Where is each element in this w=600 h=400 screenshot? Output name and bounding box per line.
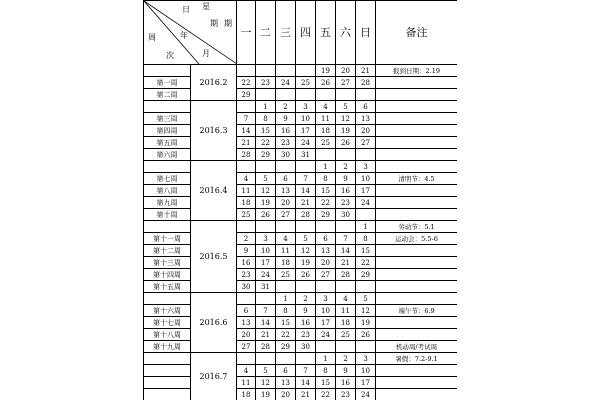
date-cell xyxy=(237,293,256,305)
weekday-sat: 六 xyxy=(336,1,356,65)
week-label xyxy=(144,293,191,305)
week-label: 第五周 xyxy=(144,137,191,149)
week-label: 第十一周 xyxy=(144,233,191,245)
date-cell: 1 xyxy=(276,293,296,305)
date-cell: 17 xyxy=(316,317,336,329)
date-cell: 6 xyxy=(356,101,376,113)
week-label xyxy=(144,365,191,377)
date-cell: 19 xyxy=(256,197,276,209)
date-cell: 4 xyxy=(237,173,256,185)
date-cell: 18 xyxy=(316,125,336,137)
date-cell: 30 xyxy=(296,341,316,353)
date-cell: 22 xyxy=(316,197,336,209)
date-cell: 3 xyxy=(296,101,316,113)
week-label: 第十周 xyxy=(144,209,191,221)
date-cell: 24 xyxy=(356,389,376,400)
date-cell: 29 xyxy=(276,341,296,353)
date-cell: 11 xyxy=(336,305,356,317)
date-cell xyxy=(276,89,296,101)
date-cell xyxy=(356,281,376,293)
date-cell: 8 xyxy=(316,173,336,185)
note-cell xyxy=(376,77,458,89)
date-cell: 19 xyxy=(336,125,356,137)
date-cell: 6 xyxy=(237,305,256,317)
note-cell xyxy=(376,245,458,257)
date-cell xyxy=(237,65,256,77)
date-cell xyxy=(296,65,316,77)
table-row xyxy=(144,293,458,305)
date-cell: 13 xyxy=(237,317,256,329)
date-cell: 21 xyxy=(296,389,316,400)
week-label xyxy=(144,377,191,389)
date-cell: 20 xyxy=(336,65,356,77)
date-cell: 8 xyxy=(356,233,376,245)
weekday-fri: 五 xyxy=(316,1,336,65)
date-cell: 5 xyxy=(296,233,316,245)
week-label: 第十七周 xyxy=(144,317,191,329)
diagonal-lines xyxy=(144,1,237,64)
header-row xyxy=(144,1,458,65)
corner-label-qi-1: 期 xyxy=(210,19,218,28)
date-cell: 25 xyxy=(336,329,356,341)
date-cell: 10 xyxy=(296,113,316,125)
date-cell: 24 xyxy=(256,269,276,281)
date-cell: 16 xyxy=(336,377,356,389)
note-cell xyxy=(376,89,458,101)
date-cell: 1 xyxy=(316,161,336,173)
corner-label-nian: 年 xyxy=(180,31,188,40)
date-cell: 3 xyxy=(256,233,276,245)
date-cell: 10 xyxy=(356,173,376,185)
week-label xyxy=(144,65,191,77)
date-cell: 12 xyxy=(336,113,356,125)
week-label: 第一周 xyxy=(144,77,191,89)
date-cell: 18 xyxy=(336,317,356,329)
date-cell: 2 xyxy=(276,101,296,113)
corner-label-xing: 星 xyxy=(202,2,210,11)
date-cell: 27 xyxy=(336,77,356,89)
date-cell: 26 xyxy=(356,329,376,341)
date-cell: 4 xyxy=(237,365,256,377)
date-cell: 13 xyxy=(356,113,376,125)
date-cell: 11 xyxy=(316,113,336,125)
date-cell: 27 xyxy=(276,209,296,221)
date-cell: 23 xyxy=(336,389,356,400)
week-label: 第九周 xyxy=(144,197,191,209)
week-label: 第三周 xyxy=(144,113,191,125)
note-cell xyxy=(376,197,458,209)
date-cell: 25 xyxy=(237,209,256,221)
date-cell: 6 xyxy=(276,173,296,185)
date-cell xyxy=(296,281,316,293)
date-cell: 17 xyxy=(256,257,276,269)
date-cell: 7 xyxy=(336,233,356,245)
date-cell: 28 xyxy=(336,269,356,281)
date-cell: 15 xyxy=(316,185,336,197)
date-cell: 30 xyxy=(276,149,296,161)
week-label: 第十六周 xyxy=(144,305,191,317)
date-cell: 17 xyxy=(356,377,376,389)
table-row xyxy=(144,65,458,77)
note-cell xyxy=(376,329,458,341)
date-cell xyxy=(316,89,336,101)
date-cell: 12 xyxy=(256,185,276,197)
date-cell: 1 xyxy=(356,221,376,233)
date-cell: 2 xyxy=(296,293,316,305)
date-cell: 7 xyxy=(296,365,316,377)
date-cell: 17 xyxy=(296,125,316,137)
date-cell: 2 xyxy=(336,161,356,173)
date-cell: 23 xyxy=(256,77,276,89)
date-cell xyxy=(296,161,316,173)
date-cell: 11 xyxy=(237,377,256,389)
date-cell xyxy=(336,221,356,233)
weekday-mon: 一 xyxy=(237,1,256,65)
date-cell: 25 xyxy=(276,269,296,281)
date-cell xyxy=(296,353,316,365)
date-cell: 22 xyxy=(356,257,376,269)
date-cell: 9 xyxy=(336,173,356,185)
weekday-thu: 四 xyxy=(296,1,316,65)
note-cell xyxy=(376,185,458,197)
date-cell: 7 xyxy=(256,305,276,317)
notes-header: 备注 xyxy=(376,1,458,65)
date-cell: 1 xyxy=(316,353,336,365)
week-label: 第十九周 xyxy=(144,341,191,353)
date-cell: 2 xyxy=(336,353,356,365)
date-cell xyxy=(336,149,356,161)
date-cell: 21 xyxy=(356,65,376,77)
date-cell: 4 xyxy=(336,293,356,305)
date-cell: 14 xyxy=(296,377,316,389)
date-cell: 5 xyxy=(356,293,376,305)
note-cell: 劳动节：5.1 xyxy=(376,221,458,233)
date-cell xyxy=(316,149,336,161)
date-cell: 23 xyxy=(237,269,256,281)
date-cell: 14 xyxy=(237,125,256,137)
date-cell: 18 xyxy=(237,197,256,209)
date-cell xyxy=(296,89,316,101)
note-cell xyxy=(376,377,458,389)
date-cell xyxy=(356,341,376,353)
date-cell: 29 xyxy=(256,149,276,161)
week-label: 第八周 xyxy=(144,185,191,197)
note-cell xyxy=(376,293,458,305)
date-cell xyxy=(356,209,376,221)
date-cell: 9 xyxy=(296,305,316,317)
date-cell: 22 xyxy=(237,77,256,89)
date-cell: 6 xyxy=(316,233,336,245)
week-label: 第四周 xyxy=(144,125,191,137)
date-cell: 13 xyxy=(276,185,296,197)
week-label xyxy=(144,389,191,400)
date-cell: 19 xyxy=(316,65,336,77)
date-cell xyxy=(336,341,356,353)
date-cell: 11 xyxy=(237,185,256,197)
date-cell xyxy=(256,293,276,305)
date-cell: 26 xyxy=(336,137,356,149)
date-cell: 17 xyxy=(356,185,376,197)
corner-label-day: 日 xyxy=(182,5,190,14)
date-cell: 25 xyxy=(296,77,316,89)
date-cell xyxy=(256,353,276,365)
date-cell xyxy=(237,353,256,365)
date-cell: 27 xyxy=(356,137,376,149)
table-row xyxy=(144,353,458,365)
month-label: 2016.7 xyxy=(191,353,237,400)
week-label xyxy=(144,353,191,365)
date-cell: 27 xyxy=(316,269,336,281)
note-cell xyxy=(376,257,458,269)
date-cell: 22 xyxy=(316,389,336,400)
note-cell xyxy=(376,125,458,137)
date-cell: 5 xyxy=(256,365,276,377)
date-cell xyxy=(237,221,256,233)
date-cell xyxy=(316,221,336,233)
date-cell: 28 xyxy=(256,341,276,353)
table-row xyxy=(144,221,458,233)
date-cell: 19 xyxy=(296,257,316,269)
date-cell: 15 xyxy=(356,245,376,257)
date-cell: 28 xyxy=(237,149,256,161)
date-cell: 24 xyxy=(296,137,316,149)
date-cell: 25 xyxy=(316,137,336,149)
date-cell: 11 xyxy=(276,245,296,257)
week-label: 第十三周 xyxy=(144,257,191,269)
date-cell: 8 xyxy=(276,305,296,317)
date-cell: 24 xyxy=(356,197,376,209)
date-cell: 3 xyxy=(356,161,376,173)
note-cell xyxy=(376,269,458,281)
date-cell: 29 xyxy=(356,269,376,281)
date-cell: 24 xyxy=(316,329,336,341)
date-cell: 14 xyxy=(336,245,356,257)
date-cell: 3 xyxy=(356,353,376,365)
month-label: 2016.3 xyxy=(191,101,237,161)
date-cell: 20 xyxy=(356,125,376,137)
month-label: 2016.4 xyxy=(191,161,237,221)
date-cell: 20 xyxy=(276,197,296,209)
date-cell: 29 xyxy=(316,209,336,221)
date-cell xyxy=(316,281,336,293)
date-cell: 9 xyxy=(237,245,256,257)
month-label: 2016.5 xyxy=(191,221,237,293)
date-cell: 18 xyxy=(237,389,256,400)
date-cell xyxy=(316,341,336,353)
date-cell: 31 xyxy=(296,149,316,161)
date-cell: 4 xyxy=(276,233,296,245)
date-cell: 16 xyxy=(276,125,296,137)
corner-label-ci: 次 xyxy=(166,51,174,60)
corner-label-yue: 月 xyxy=(202,49,210,58)
note-cell: 报到日期：2.19 xyxy=(376,65,458,77)
note-cell: 机动周/考试周 xyxy=(376,341,458,353)
date-cell: 19 xyxy=(256,389,276,400)
date-cell: 9 xyxy=(336,365,356,377)
date-cell: 10 xyxy=(316,305,336,317)
corner-label-zhou: 周 xyxy=(148,33,156,42)
date-cell: 8 xyxy=(316,365,336,377)
date-cell xyxy=(336,89,356,101)
date-cell: 18 xyxy=(276,257,296,269)
note-cell: 暑假：7.2-9.1 xyxy=(376,353,458,365)
date-cell: 12 xyxy=(296,245,316,257)
date-cell xyxy=(256,65,276,77)
date-cell: 23 xyxy=(276,137,296,149)
week-label: 第十二周 xyxy=(144,245,191,257)
date-cell: 16 xyxy=(336,185,356,197)
note-cell xyxy=(376,281,458,293)
calendar-body xyxy=(144,65,458,400)
date-cell: 21 xyxy=(237,137,256,149)
date-cell xyxy=(256,221,276,233)
week-label xyxy=(144,161,191,173)
date-cell: 20 xyxy=(316,257,336,269)
date-cell: 16 xyxy=(237,257,256,269)
date-cell xyxy=(256,161,276,173)
date-cell: 9 xyxy=(276,113,296,125)
week-label: 第二周 xyxy=(144,89,191,101)
month-label: 2016.6 xyxy=(191,293,237,353)
date-cell: 23 xyxy=(336,197,356,209)
note-cell xyxy=(376,317,458,329)
table-row xyxy=(144,161,458,173)
date-cell: 1 xyxy=(256,101,276,113)
week-label: 第七周 xyxy=(144,173,191,185)
date-cell xyxy=(276,281,296,293)
date-cell: 13 xyxy=(316,245,336,257)
week-label xyxy=(144,221,191,233)
school-calendar-table xyxy=(143,0,457,400)
date-cell: 4 xyxy=(316,101,336,113)
table-row xyxy=(144,101,458,113)
date-cell: 30 xyxy=(237,281,256,293)
note-cell xyxy=(376,365,458,377)
weekday-sun: 日 xyxy=(356,1,376,65)
note-cell: 运动会：5.5-6 xyxy=(376,233,458,245)
note-cell xyxy=(376,161,458,173)
date-cell: 23 xyxy=(296,329,316,341)
corner-label-qi-2: 期 xyxy=(224,19,232,28)
date-cell xyxy=(276,353,296,365)
date-cell: 28 xyxy=(296,209,316,221)
date-cell: 10 xyxy=(356,365,376,377)
date-cell: 7 xyxy=(237,113,256,125)
date-cell: 3 xyxy=(316,293,336,305)
date-cell xyxy=(276,65,296,77)
date-cell: 28 xyxy=(356,77,376,89)
week-label: 第十八周 xyxy=(144,329,191,341)
date-cell: 20 xyxy=(237,329,256,341)
date-cell xyxy=(356,89,376,101)
date-cell: 26 xyxy=(296,269,316,281)
date-cell: 21 xyxy=(336,257,356,269)
diagonal-header-cell xyxy=(144,1,237,65)
date-cell: 15 xyxy=(256,125,276,137)
date-cell: 16 xyxy=(296,317,316,329)
note-cell xyxy=(376,149,458,161)
note-cell: 清明节：4.5 xyxy=(376,173,458,185)
date-cell: 5 xyxy=(336,101,356,113)
date-cell: 14 xyxy=(296,185,316,197)
note-cell xyxy=(376,101,458,113)
date-cell: 15 xyxy=(276,317,296,329)
date-cell xyxy=(237,101,256,113)
date-cell: 21 xyxy=(296,197,316,209)
date-cell: 20 xyxy=(276,389,296,400)
week-label: 第十五周 xyxy=(144,281,191,293)
weekday-wed: 三 xyxy=(276,1,296,65)
date-cell: 8 xyxy=(256,113,276,125)
date-cell: 15 xyxy=(316,377,336,389)
date-cell: 10 xyxy=(256,245,276,257)
date-cell: 21 xyxy=(256,329,276,341)
note-cell xyxy=(376,113,458,125)
date-cell: 27 xyxy=(237,341,256,353)
date-cell: 12 xyxy=(356,305,376,317)
week-label xyxy=(144,101,191,113)
note-cell xyxy=(376,137,458,149)
weekday-tue: 二 xyxy=(256,1,276,65)
date-cell xyxy=(237,161,256,173)
date-cell xyxy=(356,149,376,161)
date-cell: 19 xyxy=(356,317,376,329)
date-cell: 30 xyxy=(336,209,356,221)
date-cell: 31 xyxy=(256,281,276,293)
date-cell: 22 xyxy=(276,329,296,341)
note-cell xyxy=(376,209,458,221)
date-cell: 26 xyxy=(256,209,276,221)
date-cell xyxy=(256,89,276,101)
week-label: 第十四周 xyxy=(144,269,191,281)
date-cell: 22 xyxy=(256,137,276,149)
date-cell: 6 xyxy=(276,365,296,377)
date-cell xyxy=(336,281,356,293)
week-label: 第六周 xyxy=(144,149,191,161)
date-cell xyxy=(296,221,316,233)
month-label: 2016.2 xyxy=(191,65,237,101)
date-cell: 29 xyxy=(237,89,256,101)
date-cell xyxy=(276,161,296,173)
date-cell: 26 xyxy=(316,77,336,89)
date-cell: 7 xyxy=(296,173,316,185)
date-cell: 13 xyxy=(276,377,296,389)
date-cell xyxy=(276,221,296,233)
note-cell xyxy=(376,389,458,400)
date-cell: 2 xyxy=(237,233,256,245)
date-cell: 12 xyxy=(256,377,276,389)
date-cell: 5 xyxy=(256,173,276,185)
date-cell: 14 xyxy=(256,317,276,329)
note-cell: 端午节：6.9 xyxy=(376,305,458,317)
date-cell: 24 xyxy=(276,77,296,89)
